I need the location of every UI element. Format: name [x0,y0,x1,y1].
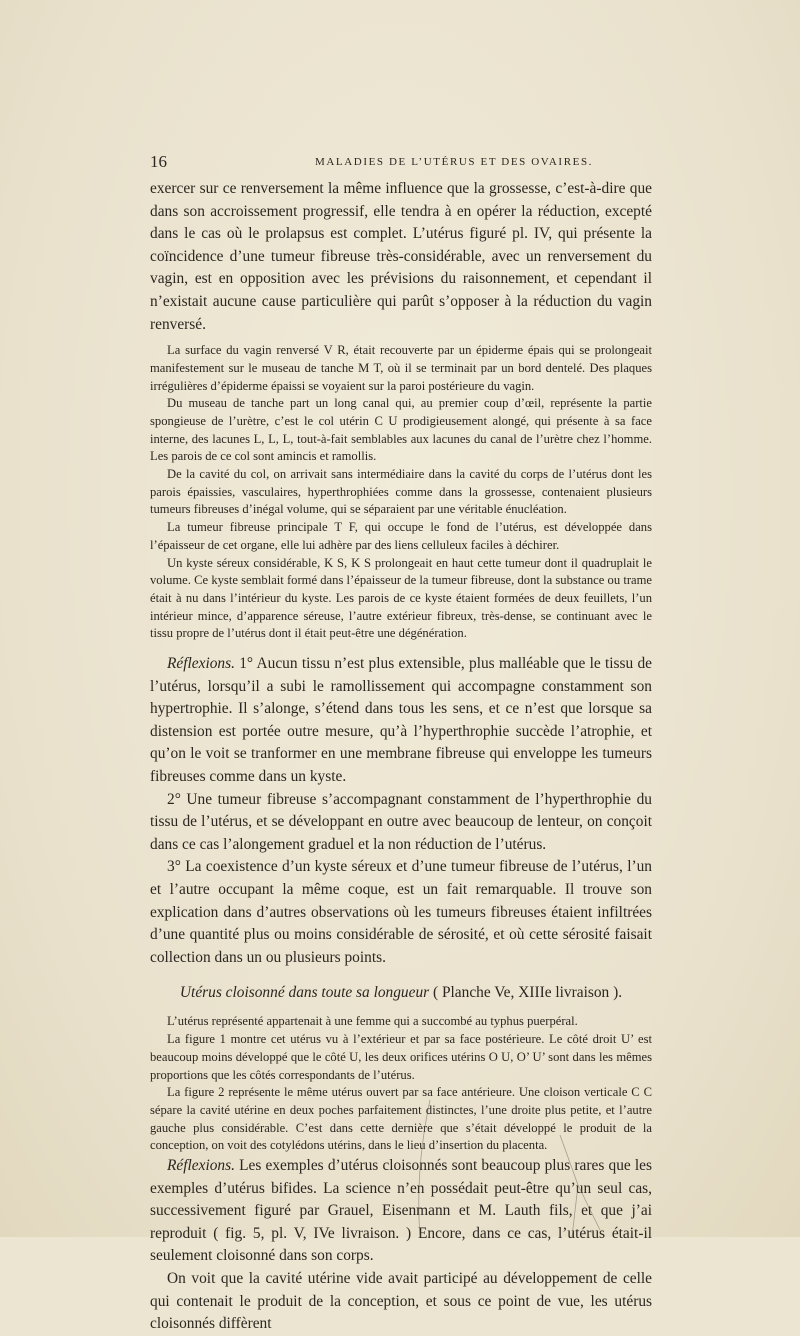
reflexions-paragraph: 2° Une tumeur fibreuse s’accompagnant constamment de l’hyperthrophie du tissu de l’utérus, et se développant en outre avec beaucoup de lenteur, on conçoit dans ce cas l’alongement graduel et la non réduction de l’utérus. [150,790,652,853]
observation-paragraph: La figure 1 montre cet utérus vu à l’extérieur et par sa face postérieure. Le côté droit U’ est beaucoup moins développé que le côté U, les deux orifices utérins O U, O’ U’ sont dans les mêmes proportions que les côtés correspondants de l’utérus. [150,1032,652,1082]
observation-paragraph: Du museau de tanche part un long canal qui, au premier coup d’œil, représente la partie spongieuse de l’urètre, c’est le col utérin C U prodigieusement alongé, qui présente à sa face interne, des lacunes L, L, L, tout-à-fait semblables aux lacunes du canal de l’urètre chez l’homme. Les parois de ce col sont amincis et ramollis. [150,396,652,464]
reflexions-text: 1° Aucun tissu n’est plus extensible, plus malléable que le tissu de l’utérus, lorsqu’il a subi le ramollissement qui accompagne constamment son hypertrophie. Il s’alonge, s’étend dans tous les sens, et ce n’est que lorsque sa distension est portée outre mesure, qu’à l’hyperthrophie succède l’atrophie, et qu’on le voit se tranformer en une membrane fibreuse qui enveloppe les tumeurs fibreuses comme dans un kyste. [150,655,652,786]
section-heading-reference: ( Planche Ve, XIIIe livraison ). [429,984,623,1002]
section-heading-title: Utérus cloisonné dans toute sa longueur [179,984,430,1002]
reflexions-paragraph [150,1155,652,1268]
running-title: MALADIES DE L’UTÉRUS ET DES OVAIRES. [315,156,594,168]
section-heading [150,983,652,1003]
observation-paragraph: Un kyste séreux considérable, K S, K S prolongeait en haut cette tumeur dont il quadruplait le volume. Ce kyste semblait formé dans l’épaisseur de la tumeur fibreuse, dont la substance ou trame était à nu dans l’intérieur du kyste. Les parois de ce kyste étaient formées de deux feuillets, l’un intérieur mince, d’apparence séreuse, l’autre extérieur fibreux, très-dense, se continuant avec le tissu propre de l’utérus dont il était peut-être une dégénération. [150,555,652,641]
reflexions-lead: Réflexions. [167,655,235,673]
reflexions-text: Les exemples d’utérus cloisonnés sont beaucoup plus rares que les exemples d’utérus bifides. La science n’en possédait peut-être qu’un seul cas, successivement figuré par Grauel, Eisenmann et M. Lauth fils, et que j’ai reproduit ( fig. 5, pl. V, IVe livraison. ) Encore, dans ce cas, l’utérus était-il seulement cloisonné dans son corps. [150,1157,652,1265]
running-head [150,152,650,174]
observation-paragraph: De la cavité du col, on arrivait sans intermédiaire dans la cavité du corps de l’utérus dont les parois épaissies, vasculaires, hyperthrophiées comme dans la grossesse, contenaient plusieurs tumeurs fibreuses d’inégal volume, qui se séparaient par une véritable énucléation. [150,467,652,517]
text-block [150,178,652,1336]
page-number: 16 [150,152,167,171]
reflexions-paragraph: On voit que la cavité utérine vide avait participé au développement de celle qui contenait le produit de la conception, et sous ce point de vue, les utérus cloisonnés diffèrent [150,1270,652,1333]
observation-paragraph: La tumeur fibreuse principale T F, qui occupe le fond de l’utérus, est développée dans l’épaisseur de cet organe, elle lui adhère par des liens celluleux faciles à déchirer. [150,520,652,552]
reflexions-lead: Réflexions. [167,1157,235,1175]
paragraph-continuation: exercer sur ce renversement la même influence que la grossesse, c’est-à-dire que dans son accroissement progressif, elle tendra à en opérer la réduction, excepté dans le cas où le prolapsus est complet. L’utérus figuré pl. IV, qui présente la coïncidence d’une tumeur fibreuse très-considérable, avec un renversement du vagin, est en opposition avec les prévisions du raisonnement, et cependant il n’existait aucune cause particulière qui parût s’opposer à la réduction du vagin renversé. [150,180,652,333]
reflexions-paragraph: 3° La coexistence d’un kyste séreux et d’une tumeur fibreuse de l’utérus, l’un et l’autre occupant la même coque, est un fait remarquable. Il trouve son explication dans d’autres observations où les tumeurs fibreuses étaient infiltrées d’une quantité plus ou moins considérable de sérosité, et où cette sérosité faisait collection dans un ou plusieurs points. [150,858,652,966]
observation-paragraph: La figure 2 représente le même utérus ouvert par sa face antérieure. Une cloison verticale C C sépare la cavité utérine en deux poches parfaitement distinctes, l’une droite plus petite, et l’autre gauche plus considérable. C’est dans cette dernière que s’était développé le produit de la conception, on voit des cotylédons utérins, dans le lieu d’insertion du placenta. [150,1085,652,1153]
observation-paragraph: L’utérus représenté appartenait à une femme qui a succombé au typhus puerpéral. [167,1014,578,1029]
observation-paragraph: La surface du vagin renversé V R, était recouverte par un épiderme épais qui se prolongeait manifestement sur le museau de tanche M T, où il se terminait par un bord dentelé. Des plaques irrégulières d’épiderme épaissi se voyaient sur la paroi postérieure du vagin. [150,343,652,393]
reflexions-paragraph [150,653,652,789]
